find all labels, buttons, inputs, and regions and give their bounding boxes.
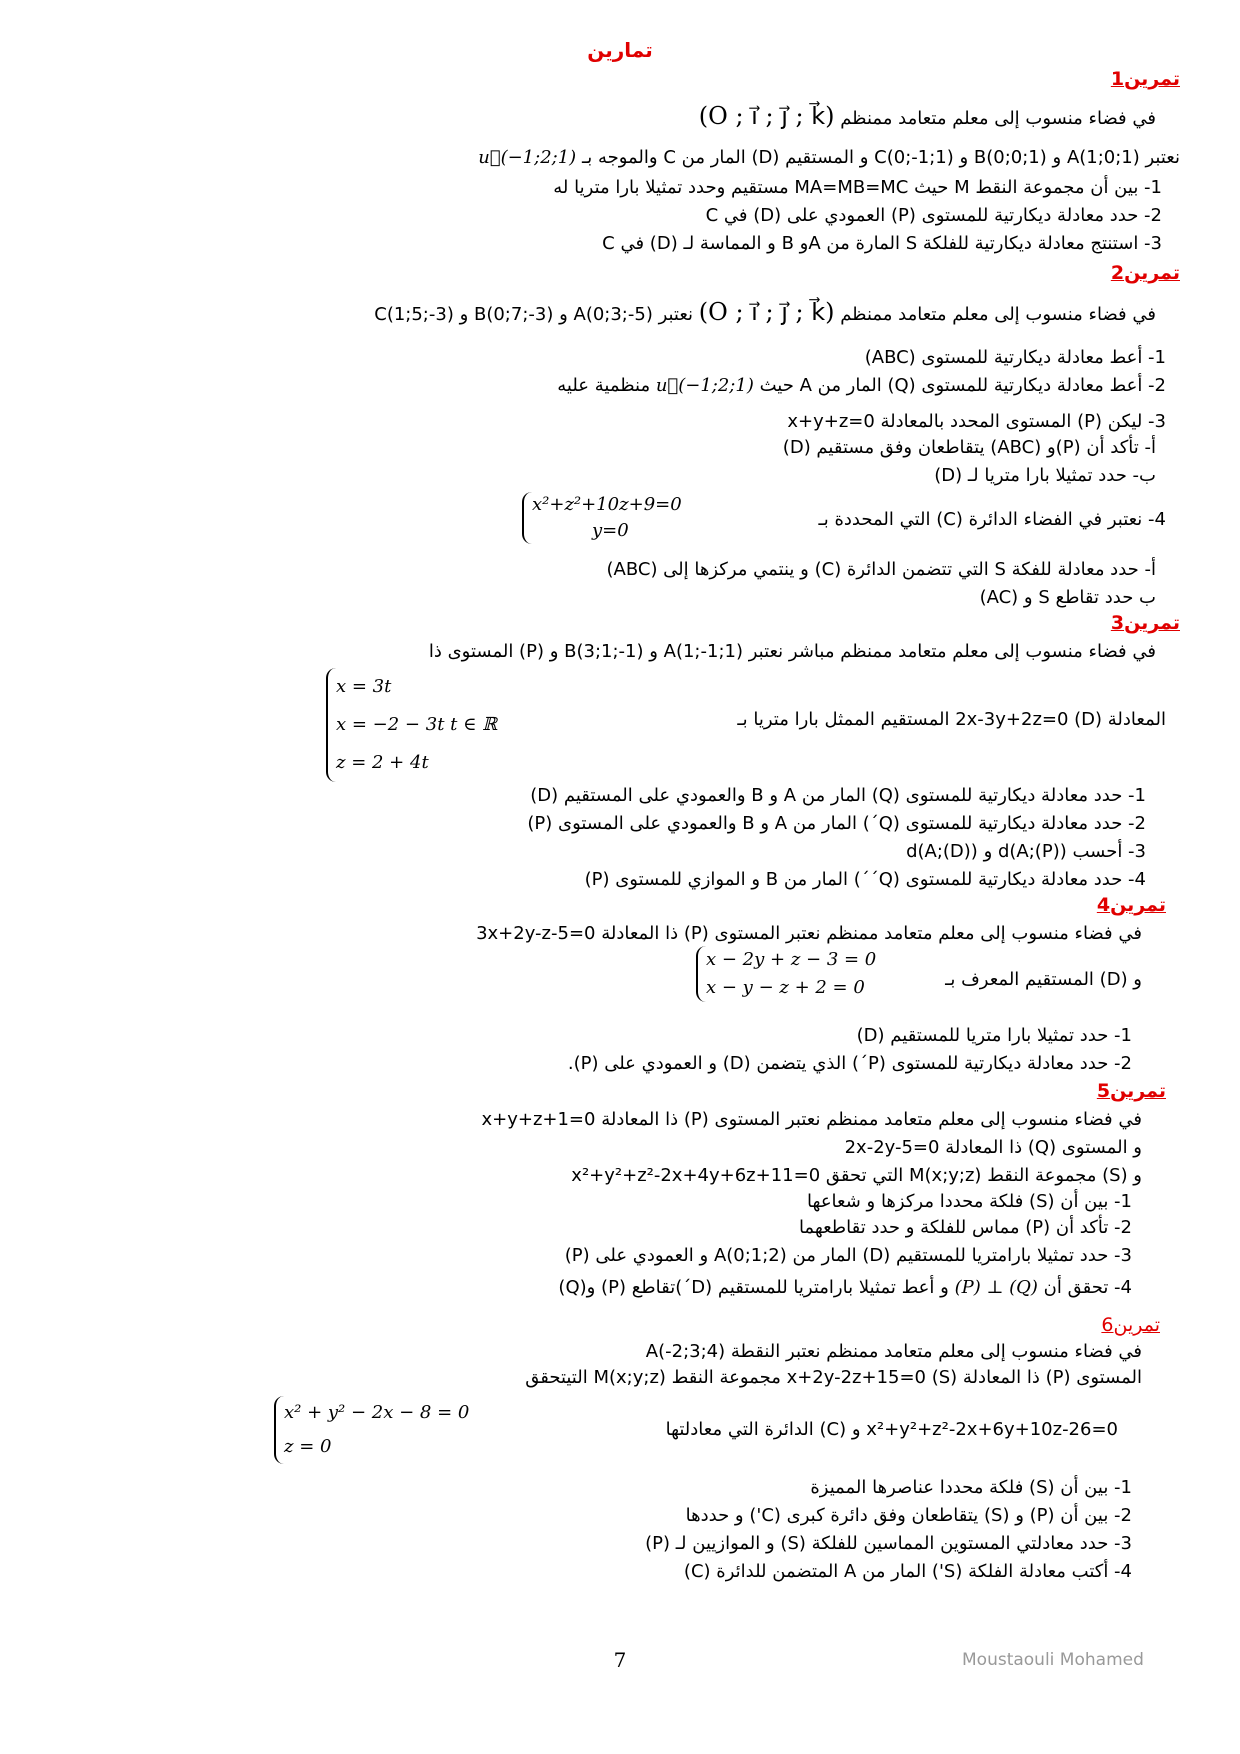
exercise-5-question-4-tail: و أعط تمثيلا بارامتريا للمستقيم (D´)تقاطع (P) و(Q) xyxy=(558,1277,949,1298)
exercise-2-heading: تمرين2 xyxy=(1110,262,1180,284)
exercise-3-line-system xyxy=(326,668,497,782)
exercise-1-points-text: نعتبر A(1;0;1) و B(0;0;1) و C(0;-1;1) و المستقيم (D) المار من C والموجه بـ xyxy=(581,147,1180,168)
exercise-3-question-1: 1- حدد معادلة ديكارتية للمستوى (Q) المار من A و B والعمودي على المستقيم (D) xyxy=(530,785,1146,806)
exercise-1-question-1: 1- بين أن مجموعة النقط M حيث MA=MB=MC مستقيم وحدد تمثيلا بارا متريا له xyxy=(553,177,1162,198)
page-number: 7 xyxy=(613,1648,627,1672)
exercise-2-question-3a: أ- تأكد أن (P)و (ABC) يتقاطعان وفق مستقيم (D) xyxy=(782,437,1156,458)
exercise-3-system-eq-1: x = 3t xyxy=(336,676,392,697)
exercise-6-question-2: 2- بين أن (P) و (S) يتقاطعان وفق دائرة كبرى (C') و حددها xyxy=(685,1505,1132,1526)
exercise-6-system-eq-2: z = 0 xyxy=(284,1436,332,1457)
exercise-2-question-2-math: u⃗(−1;2;1) xyxy=(655,375,754,396)
exercise-2-question-2-text: 2- أعط معادلة ديكارتية للمستوى (Q) المار من A حيث xyxy=(759,375,1166,396)
exercise-4-line-1: في فضاء منسوب إلى معلم متعامد ممنظم نعتبر المستوى (P) ذا المعادلة 3x+2y-z-5=0 xyxy=(476,923,1142,944)
exercise-5-question-2: 2- تأكد أن (P) مماس للفلكة و حدد تقاطعهما xyxy=(798,1217,1132,1238)
exercise-6-heading: تمرين6 xyxy=(1101,1314,1160,1336)
exercise-1-question-3: 3- استنتج معادلة ديكارتية للفلكة S المارة من Aو B و المماسة لـ (D) في C xyxy=(602,233,1162,254)
exercise-6-line-2: المستوى (P) ذا المعادلة x+2y-2z+15=0 (S) مجموعة النقط M(x;y;z) التيتحقق xyxy=(525,1367,1142,1388)
exercise-6-question-1: 1- بين أن (S) فلكة محددا عناصرها المميزة xyxy=(810,1477,1132,1498)
exercise-3-question-2: 2- حدد معادلة ديكارتية للمستوى (Q´) المار من A و B والعمودي على المستوى (P) xyxy=(527,813,1146,834)
exercise-6-question-4: 4- أكتب معادلة الفلكة (S') المار من A المتضمن للدائرة (C) xyxy=(683,1561,1132,1582)
exercise-4-question-2: 2- حدد معادلة ديكارتية للمستوى (P´) الذي يتضمن (D) و العمودي على (P). xyxy=(567,1053,1132,1074)
exercise-5-question-3: 3- حدد تمثيلا بارامتريا للمستقيم (D) المار من A(0;1;2) و العمودي على (P) xyxy=(564,1245,1132,1266)
exercise-2-question-3b: ب- حدد تمثيلا بارا متريا لـ (D) xyxy=(934,465,1156,486)
exercise-2-question-2-tail: منظمية عليه xyxy=(557,375,651,396)
exercise-5-line-3: و (S) مجموعة النقط M(x;y;z) التي تحقق x²+y²+z²-2x+4y+6z+11=0 xyxy=(571,1165,1142,1186)
exercise-2-system-eq-1: x²+z²+10z+9=0 xyxy=(532,494,682,515)
exercise-6-circle-system xyxy=(274,1396,469,1464)
page-title: تمارين xyxy=(587,38,653,62)
exercise-2-frame-math: (O ; i⃗ ; j⃗ ; k⃗) xyxy=(698,298,835,326)
exercise-3-heading: تمرين3 xyxy=(1110,612,1180,634)
exercise-2-question-1: 1- أعط معادلة ديكارتية للمستوى (ABC) xyxy=(864,347,1166,368)
exercise-2-question-4a: أ- حدد معادلة للفكة S التي تتضمن الدائرة (C) و ينتمي مركزها إلى (ABC) xyxy=(606,559,1156,580)
exercise-3-question-3: 3- أحسب d(A;(P)) و d(A;(D)) xyxy=(906,841,1146,862)
exercise-2-question-2 xyxy=(557,374,1166,398)
exercise-1-question-2: 2- حدد معادلة ديكارتية للمستوى (P) العمودي على (D) في C xyxy=(705,205,1162,226)
exercise-4-heading: تمرين4 xyxy=(1096,894,1166,916)
exercise-2-question-3: 3- ليكن (P) المستوى المحدد بالمعادلة x+y+z=0 xyxy=(787,411,1166,432)
exercise-5-question-4-text: 4- تحقق أن xyxy=(1043,1277,1132,1298)
exercise-2-system-eq-2: y=0 xyxy=(592,520,629,541)
exercise-1-frame-math: (O ; i⃗ ; j⃗ ; k⃗) xyxy=(698,102,835,130)
exercise-6-line-1: في فضاء منسوب إلى معلم متعامد ممنظم نعتبر النقطة A(-2;3;4) xyxy=(645,1341,1142,1362)
exercise-4-question-1: 1- حدد تمثيلا بارا متريا للمستقيم (D) xyxy=(856,1025,1132,1046)
exercise-1-vector-math: u⃗(−1;2;1) xyxy=(478,147,577,168)
exercise-4-line-2: و (D) المستقيم المعرف بـ xyxy=(945,969,1142,990)
exercise-5-question-4 xyxy=(558,1276,1132,1300)
exercise-3-system-eq-3: z = 2 + 4t xyxy=(336,752,429,773)
exercise-6-question-3: 3- حدد معادلتي المستوين المماسين للفلكة (S) و الموازيين لـ (P) xyxy=(645,1533,1132,1554)
exercise-5-line-2: و المستوى (Q) ذا المعادلة 2x-2y-5=0 xyxy=(844,1137,1142,1158)
exercise-3-line-2: المعادلة 2x-3y+2z=0 (D) المستقيم الممثل بارا متريا بـ xyxy=(737,709,1166,730)
exercise-5-perpendicular-math: (P) ⊥ (Q) xyxy=(954,1277,1038,1298)
exercise-2-line-1 xyxy=(374,300,1156,327)
exercise-4-system-eq-2: x − y − z + 2 = 0 xyxy=(706,977,865,998)
exercise-4-line-system xyxy=(696,946,876,1002)
exercise-6-system-eq-1: x² + y² − 2x − 8 = 0 xyxy=(284,1402,470,1423)
exercise-6-line-3: x²+y²+z²-2x+6y+10z-26=0 و (C) الدائرة التي معادلتها xyxy=(665,1419,1118,1440)
exercise-1-line-2 xyxy=(478,146,1180,170)
exercise-1-frame-text: في فضاء منسوب إلى معلم متعامد ممنظم xyxy=(840,108,1156,129)
exercise-2-question-4b: ب حدد تقاطع S و (AC) xyxy=(979,587,1156,608)
exercise-2-frame-text: في فضاء منسوب إلى معلم متعامد ممنظم xyxy=(840,304,1156,325)
exercise-3-system-eq-2: x = −2 − 3t t ∈ ℝ xyxy=(336,714,498,735)
exercise-5-line-1: في فضاء منسوب إلى معلم متعامد ممنظم نعتبر المستوى (P) ذا المعادلة x+y+z+1=0 xyxy=(481,1109,1142,1130)
exercise-5-heading: تمرين5 xyxy=(1096,1080,1166,1102)
exercise-2-question-4: 4- نعتبر في الفضاء الدائرة (C) التي المحددة بـ xyxy=(818,509,1166,530)
exercise-1-heading: تمرين1 xyxy=(1110,68,1180,90)
exercise-1-line-1 xyxy=(699,104,1156,131)
exercise-4-system-eq-1: x − 2y + z − 3 = 0 xyxy=(706,949,877,970)
exercise-3-line-1: في فضاء منسوب إلى معلم متعامد ممنظم مباشر نعتبر A(1;-1;1) و B(3;1;-1) و (P) المستوى ذا xyxy=(428,641,1156,662)
exercise-2-points-text: نعتبر A(0;3;-5) و B(0;7;-3) و C(1;5;-3) xyxy=(374,304,694,325)
exercise-2-circle-system xyxy=(522,492,682,544)
author-name: Moustaouli Mohamed xyxy=(962,1650,1144,1670)
exercise-5-question-1: 1- بين أن (S) فلكة محددا مركزها و شعاعها xyxy=(807,1191,1132,1212)
exercise-3-question-4: 4- حدد معادلة ديكارتية للمستوى (Q´´) المار من B و الموازي للمستوى (P) xyxy=(584,869,1146,890)
